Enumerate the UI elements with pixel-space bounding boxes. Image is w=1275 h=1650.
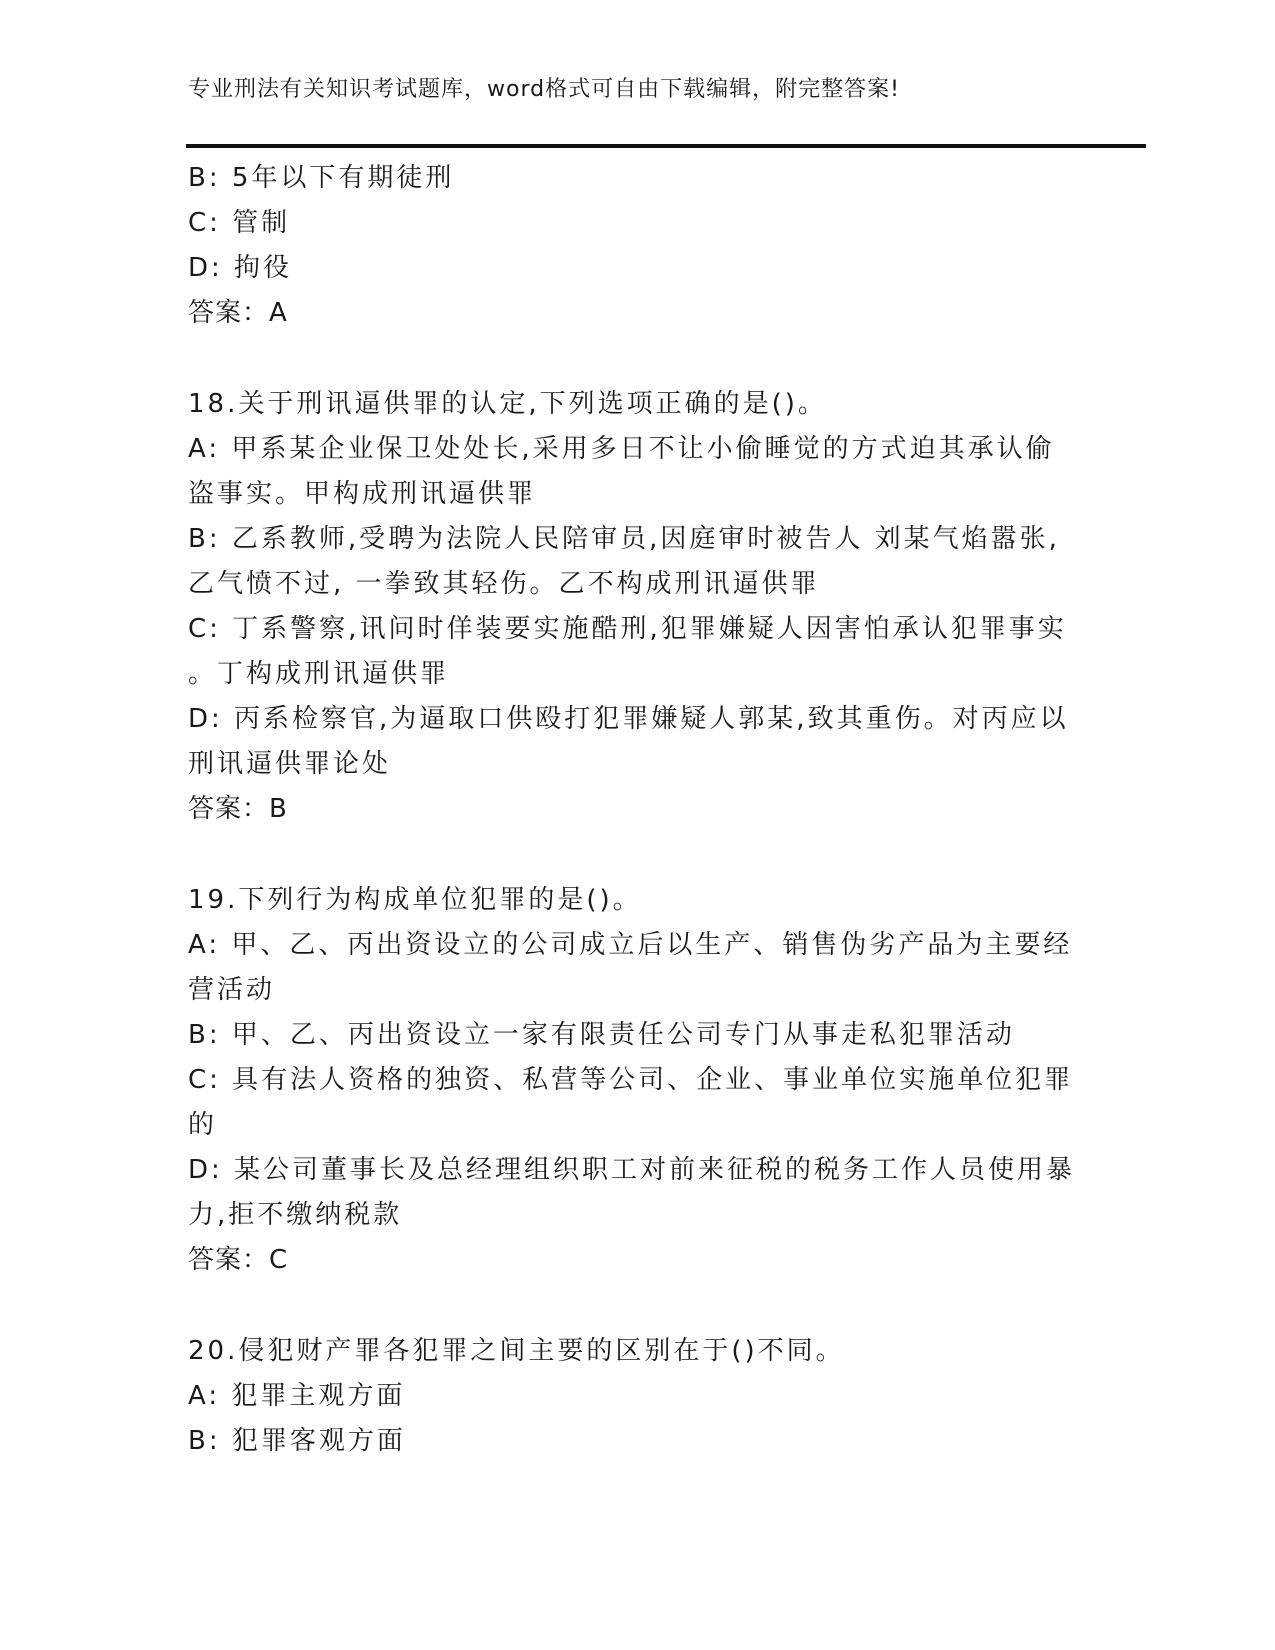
option-line: D: 某公司董事长及总经理组织职工对前来征税的税务工作人员使用暴 (188, 1155, 1076, 1185)
spacer (188, 832, 1088, 878)
option-line: B: 5年以下有期徒刑 (188, 163, 455, 193)
option-line: 盗事实。甲构成刑讯逼供罪 (188, 479, 537, 509)
option-line: 营活动 (188, 975, 276, 1005)
option-line: A: 甲、乙、丙出资设立的公司成立后以生产、销售伪劣产品为主要经 (188, 930, 1073, 960)
option-line: 刑讯逼供罪论处 (188, 749, 392, 779)
option-line: 乙气愤不过, 一拳致其轻伤。乙不构成刑讯逼供罪 (188, 569, 820, 599)
option-line: D: 丙系检察官,为逼取口供殴打犯罪嫌疑人郭某,致其重伤。对丙应以 (188, 704, 1069, 734)
option-line: B: 犯罪客观方面 (188, 1426, 406, 1456)
spacer (188, 336, 1088, 382)
option-line: C: 具有法人资格的独资、私营等公司、企业、事业单位实施单位犯罪 (188, 1065, 1074, 1095)
option-line: 的 (188, 1110, 218, 1140)
answer-line: 答案：C (188, 1245, 289, 1275)
question-content (188, 156, 1088, 1464)
question-stem: 20.侵犯财产罪各犯罪之间主要的区别在于()不同。 (188, 1336, 845, 1366)
answer-line: 答案：A (188, 298, 288, 328)
spacer (188, 1283, 1088, 1329)
option-line: A: 犯罪主观方面 (188, 1381, 406, 1411)
option-line: B: 乙系教师,受聘为法院人民陪审员,因庭审时被告人 刘某气焰嚣张, (188, 524, 1060, 554)
header-rule (186, 144, 1146, 148)
option-line: C: 管制 (188, 208, 291, 238)
option-line: B: 甲、乙、丙出资设立一家有限责任公司专门从事走私犯罪活动 (188, 1020, 1015, 1050)
page-header: 专业刑法有关知识考试题库，word格式可自由下载编辑，附完整答案! (188, 77, 900, 102)
option-line: A: 甲系某企业保卫处处长,采用多日不让小偷睡觉的方式迫其承认偷 (188, 434, 1055, 464)
question-stem: 19.下列行为构成单位犯罪的是()。 (188, 885, 642, 915)
question-stem: 18.关于刑讯逼供罪的认定,下列选项正确的是()。 (188, 389, 827, 419)
option-line: 。丁构成刑讯逼供罪 (188, 659, 450, 689)
option-line: C: 丁系警察,讯问时佯装要实施酷刑,犯罪嫌疑人因害怕承认犯罪事实 (188, 614, 1067, 644)
option-line: 力,拒不缴纳税款 (188, 1200, 403, 1230)
option-line: D: 拘役 (188, 253, 293, 283)
answer-line: 答案：B (188, 794, 288, 824)
